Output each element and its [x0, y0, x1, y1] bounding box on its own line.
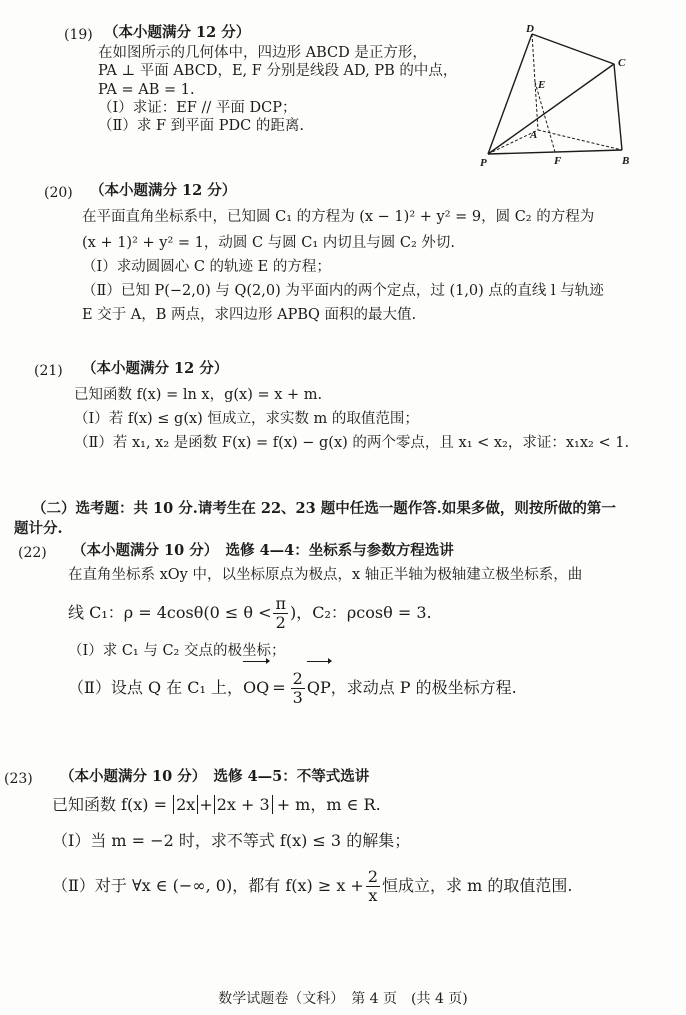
fraction-denominator: 3 [292, 688, 303, 707]
question-number: (20) [44, 185, 73, 201]
question-text: 已知函数 f(x) = ln x，g(x) = x + m. [74, 387, 323, 403]
part-2-text: （Ⅱ）对于 ∀x ∈ (−∞, 0)，都有 f(x) ≥ x + [52, 876, 364, 895]
question-text [52, 796, 381, 814]
part-2-text-cont: 恒成立，求 m 的取值范围. [382, 876, 573, 895]
question-header: （本小题满分 12 分） [104, 24, 251, 41]
question-text: 在平面直角坐标系中，已知圆 C₁ 的方程为 (x − 1)² + y² = 9，圆 C₂ 的方程为 [82, 209, 595, 225]
page-footer: 数学试题卷（文科） 第 4 页 (共 4 页) [218, 991, 468, 1007]
label-e: E [538, 79, 546, 91]
function-definition: 已知函数 f(x) = [52, 795, 173, 814]
question-text-curves [68, 592, 432, 634]
vector-qp: QP [307, 664, 331, 712]
question-text: PA = AB = 1. [98, 82, 195, 98]
label-a: A [530, 129, 538, 141]
question-number: (19) [64, 27, 93, 43]
abs-term-2: 2x + 3 [214, 795, 273, 814]
fraction-numerator: 2 [292, 669, 303, 688]
question-part-2: （Ⅱ）若 x₁, x₂ 是函数 F(x) = f(x) − g(x) 的两个零点，且 x₁ < x₂，求证：x₁x₂ < 1. [74, 435, 630, 451]
question-part-2: （Ⅱ）已知 P(−2,0) 与 Q(2,0) 为平面内的两个定点，过 (1,0) 点的直线 l 与轨迹 [82, 283, 604, 299]
vector-oq: OQ [243, 664, 269, 712]
question-header: （本小题满分 10 分） 选修 4—4：坐标系与参数方程选讲 [72, 542, 454, 559]
label-p: P [480, 157, 487, 168]
label-b: B [622, 155, 630, 167]
abs-term-1: 2x [173, 795, 198, 814]
question-part-2 [52, 864, 572, 908]
question-header: （本小题满分 12 分） [82, 360, 229, 377]
fraction-2-over-x [366, 868, 380, 905]
edge-ab [538, 130, 622, 150]
fraction-denominator: x [368, 886, 378, 905]
edge-pc [488, 64, 614, 154]
section-instruction: （二）选考题：共 10 分.请考生在 22、23 题中任选一题作答.如果多做，则按所做的第一 [32, 500, 616, 517]
question-part-1: （Ⅰ）求证：EF // 平面 DCP； [98, 100, 297, 116]
question-text: 在如图所示的几何体中，四边形 ABCD 是正方形， [98, 45, 427, 61]
question-part-2: （Ⅱ）求 F 到平面 PDC 的距离. [98, 118, 304, 134]
question-header: （本小题满分 12 分） [90, 182, 237, 199]
label-f: F [554, 155, 562, 167]
section-instruction-cont: 题计分. [14, 520, 63, 537]
question-text: PA ⊥ 平面 ABCD，E, F 分别是线段 AD, PB 的中点， [98, 63, 458, 79]
question-number: (21) [34, 363, 63, 379]
edge-ef [535, 82, 555, 152]
fraction-pi-over-2 [273, 595, 288, 632]
label-c: C [618, 57, 626, 69]
geometry-figure [476, 24, 652, 168]
part-2-text: （Ⅱ）设点 Q 在 C₁ 上， [68, 678, 243, 697]
edge-dc [532, 34, 614, 64]
part-2-text-cont: ，求动点 P 的极坐标方程. [330, 678, 517, 697]
fraction-two-thirds [291, 670, 305, 707]
question-part-2-cont: E 交于 A，B 两点，求四边形 APBQ 面积的最大值. [82, 307, 417, 323]
question-text: (x + 1)² + y² = 1，动圆 C 与圆 C₁ 内切且与圆 C₂ 外切. [82, 235, 456, 251]
question-part-1: （Ⅰ）若 f(x) ≤ g(x) 恒成立，求实数 m 的取值范围； [74, 411, 419, 427]
question-part-1: （Ⅰ）求 C₁ 与 C₂ 交点的极坐标； [68, 643, 286, 659]
fraction-numerator: 2 [367, 867, 379, 886]
question-number: (23) [4, 771, 33, 787]
question-part-2 [68, 664, 517, 712]
question-text: 在直角坐标系 xOy 中，以坐标原点为极点，x 轴正半轴为极轴建立极坐标系，曲 [68, 567, 583, 583]
curve-c2-text: )，C₂：ρcosθ = 3. [290, 603, 432, 622]
curve-c1-text: 线 C₁：ρ = 4cosθ(0 ≤ θ < [68, 603, 272, 622]
fraction-numerator: π [275, 594, 286, 613]
question-number: (22) [18, 545, 47, 561]
question-part-1: （Ⅰ）当 m = −2 时，求不等式 f(x) ≤ 3 的解集； [52, 831, 411, 850]
question-part-1: （Ⅰ）求动圆圆心 C 的轨迹 E 的方程； [82, 259, 331, 275]
label-d: D [526, 24, 534, 35]
function-definition-cont: + m，m ∈ R. [276, 795, 381, 814]
edge-cb [614, 64, 622, 150]
question-header: （本小题满分 10 分） 选修 4—5：不等式选讲 [60, 768, 370, 785]
fraction-denominator: 2 [275, 613, 286, 632]
equals-sign: = [272, 678, 286, 697]
plus-sign: + [199, 795, 213, 814]
